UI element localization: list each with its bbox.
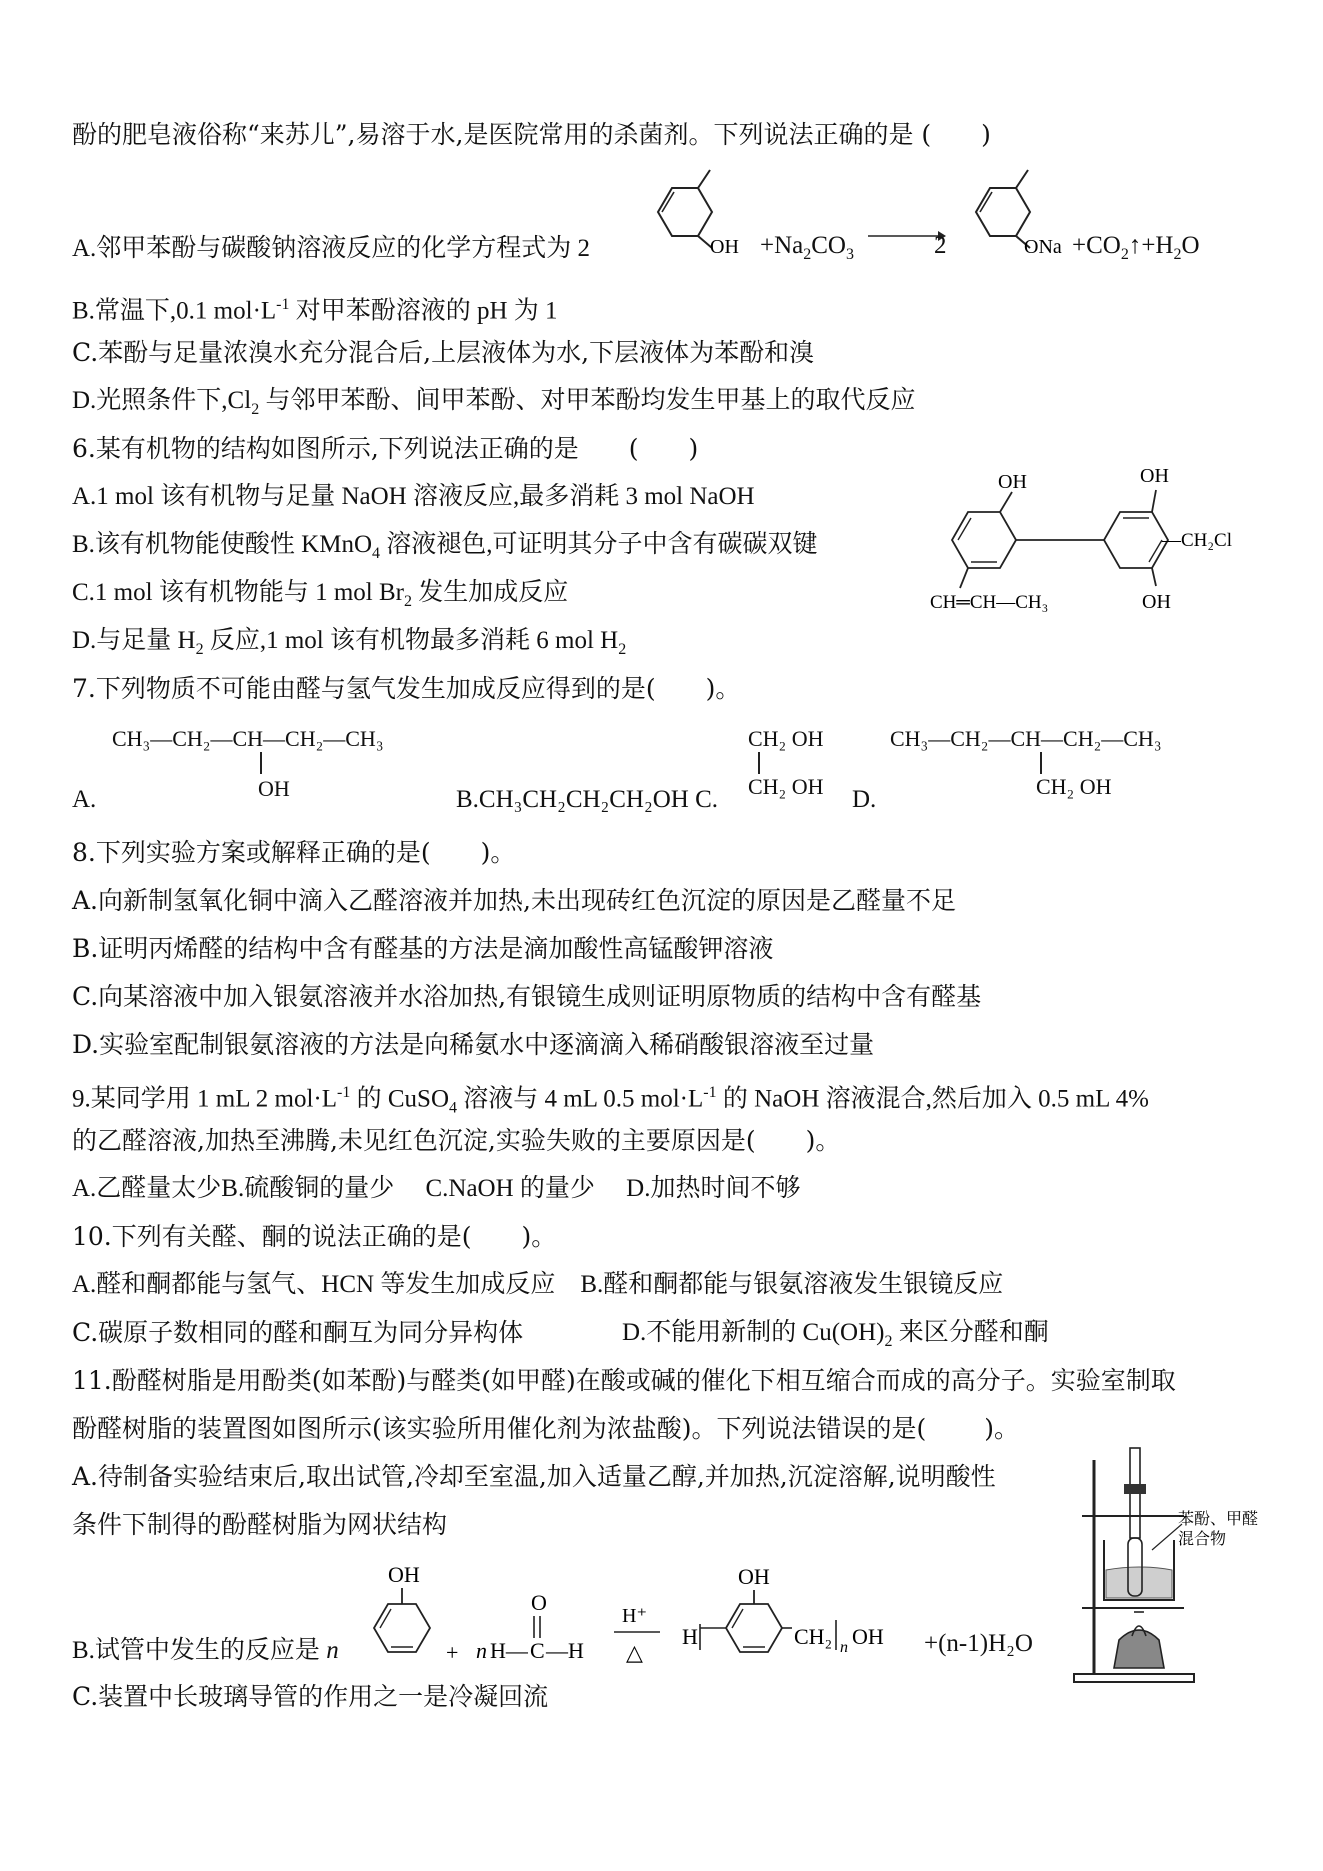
q7-a-label: A. (72, 786, 97, 813)
q7-c-bottom: CH₂ OH (748, 774, 824, 799)
sodium-o-cresolate-structure (958, 168, 1068, 268)
q11-option-b-prefix: B.试管中发生的反应是 n (72, 1637, 339, 1664)
q11-stem-line2: 酚醛树脂的装置图如图所示(该实验所用催化剂为浓盐酸)。下列说法错误的是( )。 (72, 1414, 1019, 1443)
q7-c-top: CH₂ OH (748, 726, 824, 751)
formaldehyde-h-left: H— (490, 1638, 528, 1663)
product-oh: OH (738, 1564, 770, 1589)
formaldehyde-n: n (476, 1638, 487, 1663)
q11-option-c: C.装置中长玻璃导管的作用之一是冷凝回流 (72, 1682, 549, 1711)
q5-option-c: C.苯酚与足量浓溴水充分混合后,上层液体为水,下层液体为苯酚和溴 (72, 338, 815, 367)
q7-a-bond (260, 752, 262, 774)
q6-oh-left: OH (998, 471, 1027, 493)
q10-stem: 10.下列有关醛、酮的说法正确的是( )。 (72, 1222, 557, 1251)
q6-option-a: A.1 mol 该有机物与足量 NaOH 溶液反应,最多消耗 3 mol NaOH (72, 483, 755, 510)
q5-option-a (72, 232, 590, 266)
apparatus-label-line2: 混合物 (1178, 1531, 1227, 1548)
q7-c-bond (758, 752, 760, 774)
product-ch2: CH₂ (794, 1624, 833, 1649)
plus-sign: + (446, 1640, 459, 1665)
formaldehyde-h-right: —H (546, 1638, 584, 1663)
q5-a-text: A.邻甲苯酚与碳酸钠溶液反应的化学方程式为 2 (72, 235, 591, 262)
q6-oh-bottom-right: OH (1142, 591, 1171, 613)
q5-stem: 酚的肥皂液俗称“来苏儿”,易溶于水,是医院常用的杀菌剂。下列说法正确的是 ( ) (72, 120, 991, 149)
q7-stem: 7.下列物质不可能由醛与氢气发生加成反应得到的是( )。 (72, 674, 741, 703)
q6-option-c: C.1 mol 该有机物能与 1 mol $Br_2$ 发生加成反应 (72, 579, 569, 610)
q6-molecule-structure (930, 460, 1260, 620)
q6-stem: 6.某有机物的结构如图所示,下列说法正确的是 ( ) (72, 434, 699, 463)
q11-stem-line1: 11.酚醛树脂是用酚类(如苯酚)与醛类(如甲醛)在酸或碱的催化下相互缩合而成的高分子。实验室制取 (72, 1366, 1176, 1395)
q6-option-d: D.与足量 $H_2$ 反应,1 mol 该有机物最多消耗 6 mol $H_2$ (72, 627, 627, 658)
q8-option-b: B.证明丙烯醛的结构中含有醛基的方法是滴加酸性高锰酸钾溶液 (72, 934, 774, 963)
apparatus-label-line1: 苯酚、甲醛 (1178, 1511, 1259, 1528)
heat-label: △ (626, 1640, 643, 1665)
q7-d-chain: CH₃—CH₂—CH—CH₂—CH₃ (890, 726, 1162, 751)
formaldehyde-c: C (530, 1638, 545, 1663)
q6-oh-top-right: OH (1140, 465, 1169, 487)
q10-option-d: D.不能用新制的 $Cu(OH)_2$ 来区分醛和酮 (622, 1319, 1049, 1350)
q11-reaction-scheme (360, 1560, 920, 1670)
q8-option-c: C.向某溶液中加入银氨溶液并水浴加热,有银镜生成则证明原物质的结构中含有醛基 (72, 982, 982, 1011)
q6-ch2cl: —CH₂Cl (1162, 530, 1232, 551)
q5-a-reactant-na2co3: $+Na_2CO_3$ (760, 232, 854, 263)
q5-a-coef: 2 (934, 232, 947, 259)
q7-d-bond (1040, 752, 1042, 774)
product-n: n (840, 1639, 848, 1656)
q8-option-d: D.实验室配制银氨溶液的方法是向稀氨水中逐滴滴入稀硝酸银溶液至过量 (72, 1030, 875, 1059)
q5-a-products: $+CO_2↑+H_2O$ (1072, 232, 1200, 263)
q7-a-chain: CH₃—CH₂—CH—CH₂—CH₃ (112, 726, 384, 751)
o-cresol-structure (640, 168, 750, 268)
q8-option-a: A.向新制氢氧化铜中滴入乙醛溶液并加热,未出现砖红色沉淀的原因是乙醛量不足 (72, 886, 956, 915)
q7-d-label: D. (852, 786, 877, 813)
q11-option-a-line1: A.待制备实验结束后,取出试管,冷却至室温,加入适量乙醇,并加热,沉淀溶解,说明酸性 (72, 1462, 996, 1491)
q10-option-c: C.碳原子数相同的醛和酮互为同分异构体 (72, 1318, 524, 1347)
phenol-oh: OH (388, 1562, 420, 1587)
product-oh-tail: OH (852, 1624, 884, 1649)
q7-a-oh: OH (258, 776, 290, 801)
q11-option-a-line2: 条件下制得的酚醛树脂为网状结构 (72, 1510, 448, 1539)
q9-stem-line2: 的乙醛溶液,加热至沸腾,未见红色沉淀,实验失败的主要原因是( )。 (72, 1126, 841, 1155)
q11-b-water: +(n-1)H₂O (924, 1630, 1033, 1657)
q6-option-b: B.该有机物能使酸性 KMnO$_4$ 溶液褪色,可证明其分子中含有碳碳双键 (72, 531, 818, 562)
q8-stem: 8.下列实验方案或解释正确的是( )。 (72, 838, 516, 867)
ona-label: ONa (1024, 236, 1062, 258)
q9-options: A.乙醛量太少B.硫酸铜的量少 C.NaOH 的量少 D.加热时间不够 (72, 1175, 801, 1202)
q7-b-label: B.CH₃CH₂CH₂CH₂OH C. (456, 786, 718, 813)
q7-d-sub: CH₂ OH (1036, 774, 1112, 799)
q10-options-ab: A.醛和酮都能与氢气、HCN 等发生加成反应 B.醛和酮都能与银氨溶液发生银镜反应 (72, 1271, 1004, 1298)
formaldehyde-o: O (531, 1590, 547, 1615)
q5-option-b: B.常温下,0.1 $mol\cdot L^{-1}$ 对甲苯酚溶液的 pH 为 1 (72, 296, 558, 325)
product-h: H (682, 1624, 698, 1649)
q5-option-d: D.光照条件下$,Cl_2$ 与邻甲苯酚、间甲苯酚、对甲苯酚均发生甲基上的取代反应 (72, 387, 916, 418)
q11-apparatus-figure (1064, 1440, 1284, 1690)
q6-vinyl-chain: CH═CH—CH₃ (930, 592, 1049, 613)
o-cresol-oh: OH (710, 236, 739, 258)
q9-stem: 9.某同学用 1 mL 2 $mol\cdot L^{-1}$ 的 CuSO$_4$ 溶液与 4 mL 0.5 $mol\cdot L^{-1}$ 的 NaOH 溶液混合,然后加入 0.5 mL 4% (72, 1084, 1149, 1117)
catalyst-label: H⁺ (622, 1605, 647, 1627)
